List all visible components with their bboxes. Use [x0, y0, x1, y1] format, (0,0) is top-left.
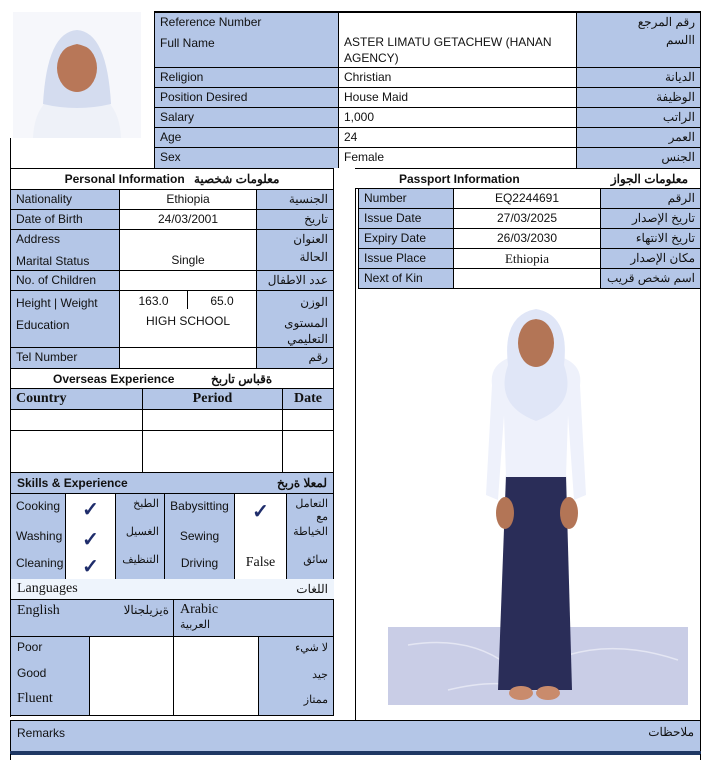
full-name-label: Full Name	[160, 36, 215, 51]
tel-value	[119, 347, 257, 369]
age-label: Age	[154, 127, 339, 148]
skill-driving-value: False	[245, 555, 276, 570]
issue-place-value: Ethiopia	[453, 248, 601, 269]
skill-cooking-check-icon: ✓	[82, 499, 99, 521]
sex-arabic: الجنس	[576, 147, 701, 168]
overseas-row-1-period	[142, 409, 283, 431]
religion-label: Religion	[154, 67, 339, 88]
expiry-date-label: Expiry Date	[358, 228, 454, 249]
religion-value: Christian	[338, 67, 577, 88]
children-value	[119, 270, 257, 291]
level-fluent-arabic: ممتاز	[303, 694, 328, 706]
passport-number-arabic: الرقم	[600, 188, 701, 209]
nationality-label: Nationality	[10, 189, 120, 210]
arabic-level-cell	[173, 636, 259, 716]
arabic-label: Arabic	[180, 602, 219, 617]
level-good-arabic: جيد	[312, 669, 328, 681]
address-arabic: العنوان	[293, 232, 328, 246]
skill-babysitting-label: Babysitting	[170, 499, 229, 513]
level-fluent-label: Fluent	[17, 691, 53, 706]
position-arabic: الوظيفة	[576, 87, 701, 108]
overseas-col-date: Date	[282, 388, 334, 410]
passport-title-arabic: معلومات الجواز	[610, 172, 688, 186]
bottom-bar	[10, 751, 701, 755]
overseas-col-country: Country	[10, 388, 143, 410]
next-of-kin-value	[453, 268, 601, 289]
children-arabic: عدد الاطفال	[256, 270, 334, 291]
issue-date-label: Issue Date	[358, 208, 454, 229]
ref-number-arabic: رقم المرجع	[637, 15, 695, 29]
dob-value: 24/03/2001	[119, 209, 257, 230]
religion-arabic: الديانة	[576, 67, 701, 88]
height-weight-label: Height | Weight	[16, 296, 98, 310]
skill-washing-label: Washing	[16, 529, 63, 543]
overseas-row-2-date	[282, 430, 334, 473]
languages-title-arabic: اللغات	[296, 582, 328, 596]
height-value: 163.0	[138, 294, 169, 308]
age-value: 24	[338, 127, 577, 148]
issue-date-arabic: تاريخ الإصدار	[600, 208, 701, 229]
issue-place-arabic: مكان الإصدار	[600, 248, 701, 269]
overseas-row-1-country	[10, 409, 143, 431]
education-arabic: المستوى التعليمي	[284, 316, 328, 346]
dob-arabic: تاريخ	[256, 209, 334, 230]
skill-washing-check-icon: ✓	[82, 529, 99, 551]
next-of-kin-label: Next of Kin	[358, 268, 454, 289]
issue-place-label: Issue Place	[358, 248, 454, 269]
tel-arabic: رقم	[256, 347, 334, 369]
weight-value: 65.0	[210, 294, 234, 308]
remarks-arabic: ملاحظات	[648, 725, 694, 739]
nationality-value: Ethiopia	[119, 189, 257, 210]
skill-sewing-arabic: الخياطة	[293, 526, 328, 538]
position-value: House Maid	[338, 87, 577, 108]
education-label: Education	[16, 318, 70, 333]
education-value: HIGH SCHOOL	[145, 314, 230, 328]
marital-label: Marital Status	[16, 254, 90, 269]
children-label: No. of Children	[10, 270, 120, 291]
age-arabic: العمر	[576, 127, 701, 148]
arabic-arabic: العربية	[180, 618, 211, 631]
level-poor-arabic: لا شيء	[295, 642, 328, 654]
languages-title: Languages	[17, 581, 78, 596]
skill-babysitting-check-icon: ✓	[252, 501, 269, 523]
nationality-arabic: الجنسية	[256, 189, 334, 210]
full-body-photo	[388, 295, 688, 705]
expiry-date-arabic: تاريخ الانتهاء	[600, 228, 701, 249]
sex-label: Sex	[154, 147, 339, 168]
marital-value: Single	[171, 253, 205, 267]
salary-value: 1,000	[338, 107, 577, 128]
address-value	[120, 230, 256, 247]
dob-label: Date of Birth	[10, 209, 120, 230]
salary-arabic: الراتب	[576, 107, 701, 128]
skill-driving-arabic: سائق	[303, 554, 328, 566]
skills-title: Skills & Experience لمعلا ةربخ	[10, 472, 334, 494]
skill-sewing-label: Sewing	[179, 529, 220, 543]
passport-number-value: EQ2244691	[453, 188, 601, 209]
overseas-row-2-country	[10, 430, 143, 473]
ref-number-label: Reference Number	[160, 15, 262, 29]
english-level-cell	[89, 636, 174, 716]
skill-cooking-arabic: الطبخ	[133, 498, 159, 510]
english-arabic: ةيزيلجنالا	[123, 603, 169, 617]
salary-label: Salary	[154, 107, 339, 128]
tel-label: Tel Number	[10, 347, 120, 369]
passport-number-label: Number	[358, 188, 454, 209]
portrait-photo	[13, 12, 141, 138]
level-poor-label: Poor	[17, 640, 43, 654]
level-good-label: Good	[17, 666, 47, 680]
full-name-arabic: االسم	[665, 33, 695, 48]
passport-title: Passport Information	[399, 172, 520, 186]
address-label: Address	[16, 232, 61, 246]
next-of-kin-arabic: اسم شخص قريب	[600, 268, 701, 289]
skill-cleaning-check-icon: ✓	[82, 556, 99, 578]
issue-date-value: 27/03/2025	[453, 208, 601, 229]
skill-cleaning-label: Cleaning	[16, 556, 64, 570]
english-label: English	[17, 603, 60, 618]
remarks-row	[10, 720, 701, 752]
overseas-row-2-period	[142, 430, 283, 473]
expiry-date-value: 26/03/2030	[453, 228, 601, 249]
overseas-title: Overseas Experience ةقباس تاربخ	[10, 368, 334, 389]
skill-babysitting-arabic: التعامل مع	[295, 498, 328, 524]
personal-info-title: Personal Information معلومات شخصية	[10, 168, 334, 190]
height-weight-arabic: الوزن	[300, 295, 328, 309]
skill-driving-label: Driving	[180, 556, 219, 570]
skill-cooking-label: Cooking	[16, 499, 61, 513]
skill-washing-arabic: الغسيل	[125, 526, 159, 538]
full-name-value: ASTER LIMATU GETACHEW (HANAN AGENCY)	[344, 35, 552, 65]
remarks-label: Remarks	[17, 726, 66, 740]
marital-arabic: الحالة	[299, 250, 328, 265]
sex-value: Female	[338, 147, 577, 168]
overseas-row-1-date	[282, 409, 334, 431]
overseas-col-period: Period	[142, 388, 283, 410]
position-label: Position Desired	[154, 87, 339, 108]
skill-cleaning-arabic: التنظيف	[122, 554, 159, 566]
